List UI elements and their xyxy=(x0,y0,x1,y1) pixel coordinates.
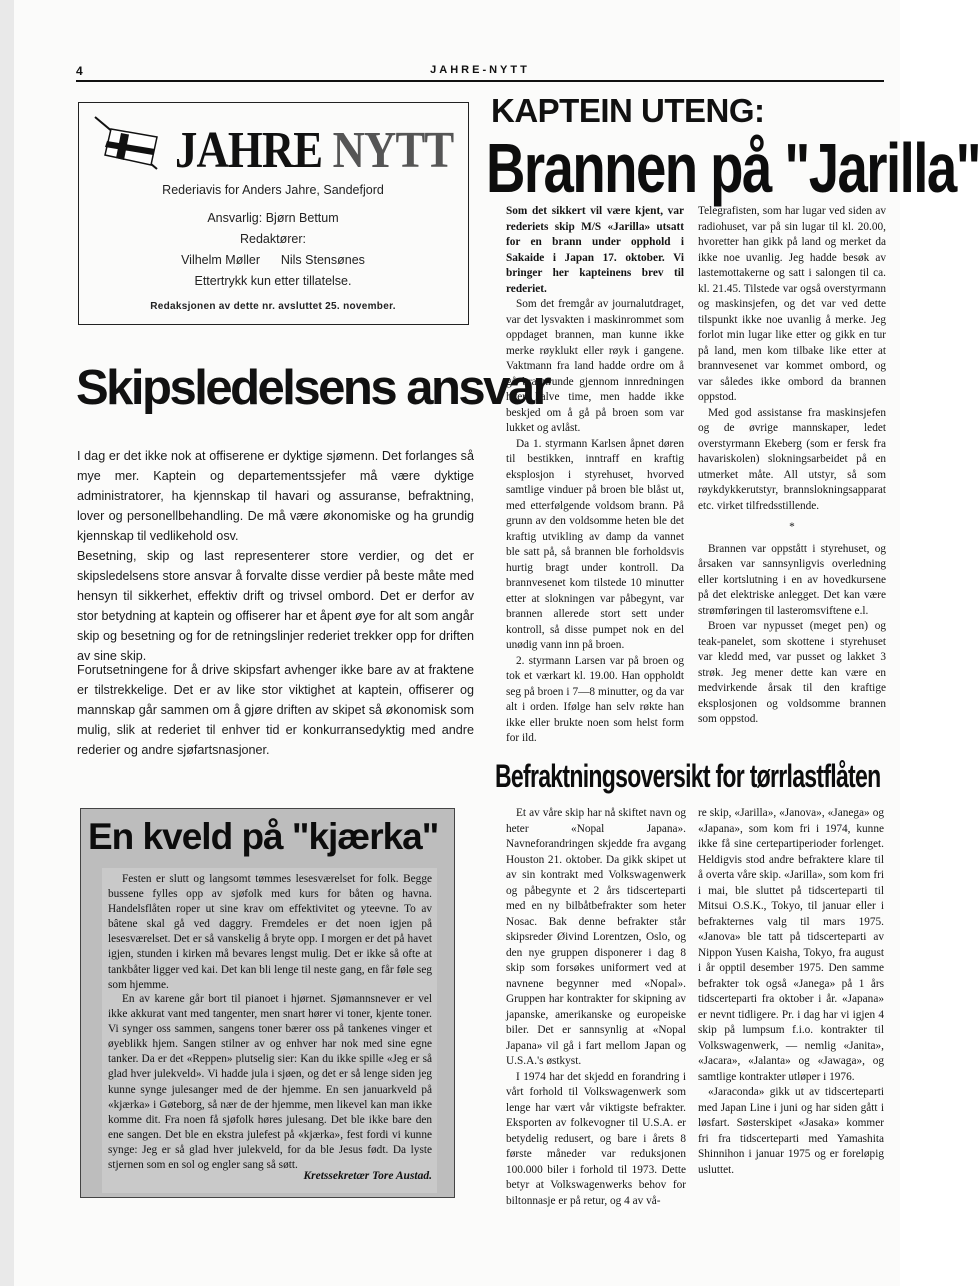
brannen-paragraph: 2. styrmann Larsen var på broen og tok et værkart kl. 19.00. Han oppholdt seg på broen i 7—8 minutter, og da var alt i orden. Ifølge han selv røkte han ikke eller brukte noen som helst form for ild. xyxy=(506,654,684,744)
brannen-headline: Brannen på "Jarilla" xyxy=(486,129,980,207)
masthead-responsible: Ansvarlig: Bjørn Bettum xyxy=(207,211,339,225)
befraktning-paragraph: re skip, «Jarilla», «Janova», «Janega» og «Japana», som kom fri i 1974, kunne ikke få sine certepartiperioder forlenget. Heldigvis stod andre befraktere klare til å overta våre skip. «Jarilla», som kom fri i mai, ble sluttet på tidscerteparti til Mitsui O.S.K., Tokyo, til januar eller i befrakternes valg til mars 1975. «Janova» ble tatt på tidscerteparti av Nippon Yusen Kaisha, Tokyo, fra august i år opptil desember 1975. Den samme befrakter tok også «Janega» på 1 års tidscerteparti fra oktober i år. «Japana» er nevnt tidligere. Pr. i dag har vi igjen 4 skip på lumpsum f.i.o. kontrakter til Volkswagenwerk, — nemlig «Janita», «Jacara», «Jalanta» og «Jawaga», og samtlige kontrakter utløper i 1976. xyxy=(698,807,884,1083)
masthead-reprint: Ettertrykk kun etter tillatelse. xyxy=(194,274,352,288)
brannen-column-1 xyxy=(506,204,684,747)
ansvar-paragraph-1: I dag er det ikke nok at offiserene er dyktige sjømenn. Det forlanges så mye mer. Kaptein og departementssjefer må være dyktige administratorer, ha kjennskap til havari og assuranse, befraktning, lover og personellbehandling. De må være økonomiske og ha grundig kjennskap til vedlikehold osv. xyxy=(77,449,474,543)
befraktning-headline: Befraktningsoversikt for tørrlastflåten xyxy=(495,758,881,794)
scan-edge xyxy=(0,0,14,1286)
befraktning-paragraph: Et av våre skip har nå skiftet navn og heter «Nopal Japana». Navneforandringen skjedde fra avgang Houston 21. oktober. Da gikk skipet ut av sin kontrakt med Volkswagenwerk og påbegynte et 2 års tidscerteparti med en ny bilbåtbefrakter som heter Nosac. Bak denne befrakter står skipsreder Øivind Lorentzen, Oslo, og den nye gruppen disponerer i dag 8 skip som forsøkes uniformert ved at navnene begynner med «Nopal». Gruppen har kontrakter for skipning av japanske, amerikanske og europeiske biler. Det er sannsynlig at «Nopal Japana» vil gå i fart mellom Japan og U.S.A.'s østkyst. xyxy=(506,807,686,1067)
flag-icon xyxy=(91,115,161,171)
kjaerka-paragraph-2: En av karene går bort til pianoet i hjørnet. Sjømannsnever er vel ikke akkurat vant med tangenter, men snart hører vi toner, kjente toner. Vi synger oss sammen, sangens toner bærer oss på tankenes vinger et øyeblikk hjem. Sangen stilner av og enhver har nok med sine egne tanker. Da er det «Reppen» plutselig sier: Kan du ikke spille «Jeg er så glad hver julekveld». Vi hadde jula i sjøen, og det er så lenge siden jeg kunne synge julesanger med de der hjemme. En sen januarkveld på «kjærka» i Gøteborg, så nær de der hjemme, men likevel kan man ikke komme dit. Fra noen få sjøfolk høres julesang. Det ble ikke bare den ene sangen. Det ble en ekstra julefest på «kjærka», fest fordi vi kunne synge: Jeg er så glad hver julekveld, for da ble Jesus født. Da lyste stjernen som en sol og engler sang så søtt. xyxy=(108,993,432,1172)
masthead-deadline: Redaksjonen av dette nr. avsluttet 25. november. xyxy=(150,301,396,312)
ansvar-paragraph-2: Besetning, skip og last representerer store verdier, og det er skipsledelsens store ansvar å forvalte disse verdier på beste måte med hensyn til sikkerhet, effektiv drift og trivsel ombord. Det er derfor av stor betydning at kaptein og offiserer har et åpent øye for alt som angår skip og besetning og for de retningslinjer rederiet trekker opp for driften av sine skip. xyxy=(77,549,474,663)
brannen-kicker: KAPTEIN UTENG: xyxy=(491,92,765,129)
masthead-subtitle: Rederiavis for Anders Jahre, Sandefjord xyxy=(162,183,384,197)
masthead-logo-jahre: JAHRE xyxy=(175,122,323,179)
befraktning-paragraph: «Jaraconda» gikk ut av tidscerteparti med Japan Line i juni og har siden gått i løsfart. Søsterskipet «Jasaka» kommer fri fra tidscerteparti med Yamashita Shinnihon i januar 1975 og er foreløpig usluttet. xyxy=(698,1086,884,1176)
befraktning-paragraph: I 1974 har det skjedd en forandring i vårt forhold til Volkswagenwerk som lenge har vært vår viktigste befrakter. Eksporten av folkevogner til U.S.A. er betydelig redusert, og bare i årets 8 første måneder var reduksjonen 100.000 biler i forhold til 1973. Dette betyr at Volkswagenwerks behov for biltonnasje er på retur, og 4 av vå- xyxy=(506,1070,686,1207)
page-number: 4 xyxy=(76,64,83,78)
brannen-lead: Som det sikkert vil være kjent, var rederiets skip M/S «Jarilla» utsatt for en brann under opphold i Sakaide i Japan 17. oktober. Vi bringer her kapteinens brev til rederiet. xyxy=(506,205,684,295)
ansvar-headline: Skipsledelsens ansvar xyxy=(76,361,550,415)
kjaerka-signature: Kretssekretær Tore Austad. xyxy=(303,1170,432,1182)
masthead-logo xyxy=(175,121,453,180)
ansvar-paragraph-3: Forutsetningene for å drive skipsfart avhenger ikke bare av at fraktene er tilstrekkelige. Det er av like stor viktighet at kaptein, offiserer og mannskap går sammen om å gjøre driften av skipet så økonomisk som mulig, slik at rederiet til enhver tid er konkurransedyktig med andre rederier og andre sjøfartsnasjoner. xyxy=(77,663,474,757)
kjaerka-paragraph-1: Festen er slutt og langsomt tømmes lesesværelset for folk. Begge bussene fylles opp av sjøfolk med kurs for båten og havna. Handelsflåten roper ut sine krav om effektivitet og yteevne. To av bâtene skal gå ved daggry. Fremdeles er det noen igjen på lesesværelset. Det er så vanskelig å bryte opp. I morgen er det på havet igjen, stunden i kirken må bevares lengst mulig. Det er ikke så ofte at tankbåter ligger ved kai. Det kan bli lenge til neste gang, en får føle seg som hjemme. xyxy=(108,873,432,991)
brannen-paragraph: Som det fremgår av journalutdraget, var det lysvakten i maskinrommet som oppdaget brannen, man kunne ikke merke røyklukt eller røyk i gangene. Vaktmann fra land hadde ordre om å gå brannrunde gjennom innredningen hver halve time, men hadde ikke beskjed om å gå på broen som var lukket og avlåst. xyxy=(506,298,684,434)
brannen-paragraph: Med god assistanse fra maskinsjefen og de øvrige mannskaper, ledet overstyrmann Ekeberg (som er fersk fra havariskolen) slokningsarbeidet på en utmerket måte. All utstyr, så som røykdykkerutstyr, brannslokningsapparat etc. virket tilfredsstillende. xyxy=(698,406,886,512)
masthead-box xyxy=(78,102,469,325)
brannen-paragraph: Brannen var oppstått i styrehuset, og årsaken var sannsynligvis overledning eller kortslutning i en av hovedkursene på det elektriske anlegget. Det kan være strømføringen til lasteromsviftene e.l. xyxy=(698,542,886,617)
brannen-paragraph: Broen var nypusset (meget pen) og teak-panelet, som skottene i styrehuset var kledd med, var pusset og lakket 3 strøk. Jeg mener dette kan være en medvirkende årsak til den kraftige eksplosjonen og voldsomme brannen som oppstod. xyxy=(698,620,886,725)
masthead-logo-nytt: NYTT xyxy=(332,122,454,179)
header-rule xyxy=(76,80,884,82)
befraktning-column-1 xyxy=(506,806,686,1209)
section-divider-star: * xyxy=(789,521,795,533)
brannen-column-2 xyxy=(698,204,886,728)
kjaerka-headline: En kveld på "kjærka" xyxy=(88,816,439,857)
brannen-paragraph: Telegrafisten, som har lugar ved siden av radiohuset, var på sin lugar til kl. 20.00, hvoretter han gikk på land og merket da ikke noe uvanlig. Jeg hadde besøk av lastemottakerne og satt i salongen til ca. kl. 21.45. Tilstede var også overstyrmann og maskinsjefen, og det var ved dette tilspunkt ikke noe uvanlig å merke. Jeg forlot min lugar like etter og gikk en tur på land, men kom tilbake like etter at brannvesenet var kommet ombord, og var således ikke ombord da brannen oppstod. xyxy=(698,205,886,403)
befraktning-column-2 xyxy=(698,806,884,1178)
brannen-paragraph: Da 1. styrmann Karlsen åpnet døren til bestikken, inntraff en kraftig eksplosjon i styrehuset, hvorved samtlige vinduer på broen ble blåst ut, med etterfølgende voldsom brann. På grunn av den voldsomme heten ble det kraftig utvikling av damp da vannet ble satt på, så brannen ble forholdsvis hurtig bragt under kontroll. Da brannvesenet kom tilstede 10 minutter etter at slokningen var påbegynt, var brannen allerede stort sett under kontroll, så disse pumpet nok en del unødig vann inn på broen. xyxy=(506,437,684,651)
masthead-editors-label: Redaktører: xyxy=(240,232,306,246)
running-title: JAHRE-NYTT xyxy=(430,64,530,76)
masthead-editors: Vilhelm Møller Nils Stensønes xyxy=(181,253,365,267)
